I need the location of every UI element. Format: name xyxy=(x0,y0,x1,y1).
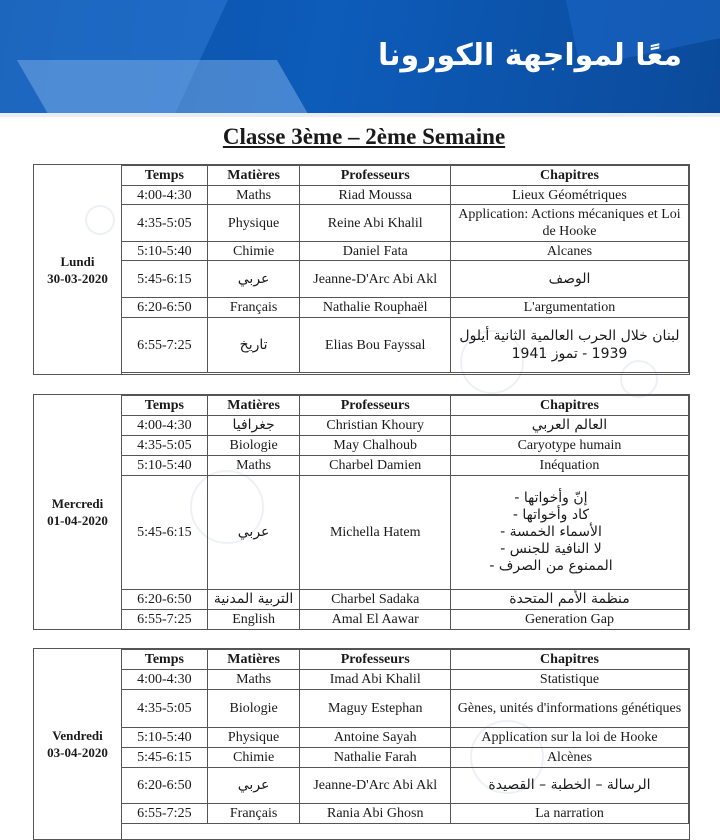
cell-prof: Elias Bou Fayssal xyxy=(300,318,450,373)
cell-chapitre: Gènes, unités d'informations génétiques xyxy=(450,690,688,728)
cell-prof: Antoine Sayah xyxy=(300,728,450,748)
cell-chapitre: منظمة الأمم المتحدة xyxy=(450,590,688,610)
day-block-lundi xyxy=(33,164,690,375)
list-item: إنّ وأخواتها - xyxy=(514,490,588,506)
cell-chapitre: L'argumentation xyxy=(450,298,688,318)
list-item: الممنوع من الصرف - xyxy=(489,558,613,574)
cell-prof: Nathalie Farah xyxy=(300,748,450,768)
header-temps: Temps xyxy=(122,166,208,186)
cell-matiere: Chimie xyxy=(207,242,300,261)
table-row xyxy=(122,416,689,436)
cell-prof: Imad Abi Khalil xyxy=(300,670,450,690)
cell-temps: 4:00-4:30 xyxy=(122,416,208,436)
table-row xyxy=(122,456,689,476)
cell-chapitre: الوصف xyxy=(450,261,688,298)
cell-chapitre: Alcanes xyxy=(450,242,688,261)
cell-matiere: Chimie xyxy=(207,748,300,768)
table-row xyxy=(122,610,689,630)
cell-temps: 5:10-5:40 xyxy=(122,728,208,748)
cell-temps: 6:20-6:50 xyxy=(122,298,208,318)
table-row xyxy=(122,690,689,728)
cell-temps: 4:35-5:05 xyxy=(122,436,208,456)
cell-temps: 4:35-5:05 xyxy=(122,205,208,242)
cell-matiere: Maths xyxy=(207,670,300,690)
cell-temps: 6:20-6:50 xyxy=(122,590,208,610)
cell-prof: Nathalie Rouphaël xyxy=(300,298,450,318)
header-matieres: Matières xyxy=(207,166,300,186)
day-block-vendredi xyxy=(33,648,690,840)
cell-chapitre: Inéquation xyxy=(450,456,688,476)
header-professeurs: Professeurs xyxy=(300,166,450,186)
cell-prof: Michella Hatem xyxy=(300,476,450,590)
cell-prof: May Chalhoub xyxy=(300,436,450,456)
cell-chapitre: Generation Gap xyxy=(450,610,688,630)
header-chapitres: Chapitres xyxy=(450,396,688,416)
day-name: Vendredi xyxy=(52,728,103,743)
cell-prof: Charbel Damien xyxy=(300,456,450,476)
cell-matiere: English xyxy=(207,610,300,630)
cell-prof: Christian Khoury xyxy=(300,416,450,436)
cell-matiere: عربي xyxy=(207,476,300,590)
cell-chapitre: العالم العربي xyxy=(450,416,688,436)
header-chapitres: Chapitres xyxy=(450,650,688,670)
table-row xyxy=(122,590,689,610)
list-item: كاد وأخواتها - xyxy=(512,507,590,523)
table-row xyxy=(122,261,689,298)
table-header-row xyxy=(122,166,689,186)
table-row xyxy=(122,298,689,318)
cell-temps: 5:45-6:15 xyxy=(122,748,208,768)
cell-matiere: Physique xyxy=(207,205,300,242)
cell-temps: 4:35-5:05 xyxy=(122,690,208,728)
cell-matiere: عربي xyxy=(207,261,300,298)
cell-temps: 6:20-6:50 xyxy=(122,768,208,804)
cell-prof: Maguy Estephan xyxy=(300,690,450,728)
cell-temps: 6:55-7:25 xyxy=(122,804,208,824)
cell-temps: 4:00-4:30 xyxy=(122,186,208,205)
cell-chapitre: La narration xyxy=(450,804,688,824)
cell-matiere: عربي xyxy=(207,768,300,804)
table-row xyxy=(122,318,689,373)
day-label xyxy=(34,165,122,374)
cell-prof: Daniel Fata xyxy=(300,242,450,261)
header-chapitres: Chapitres xyxy=(450,166,688,186)
table-row xyxy=(122,768,689,804)
header-professeurs: Professeurs xyxy=(300,650,450,670)
cell-temps: 5:10-5:40 xyxy=(122,242,208,261)
banner-decoration xyxy=(17,60,323,117)
schedule-table xyxy=(121,649,689,824)
header-temps: Temps xyxy=(122,650,208,670)
header-temps: Temps xyxy=(122,396,208,416)
cell-chapitre: Statistique xyxy=(450,670,688,690)
schedule-table xyxy=(121,165,689,373)
table-row xyxy=(122,804,689,824)
table-row xyxy=(122,728,689,748)
table-header-row xyxy=(122,650,689,670)
cell-prof: Riad Moussa xyxy=(300,186,450,205)
cell-temps: 5:45-6:15 xyxy=(122,476,208,590)
cell-temps: 6:55-7:25 xyxy=(122,318,208,373)
day-label xyxy=(34,649,122,839)
cell-matiere: Maths xyxy=(207,186,300,205)
cell-temps: 5:45-6:15 xyxy=(122,261,208,298)
cell-matiere: Maths xyxy=(207,456,300,476)
cell-prof: Amal El Aawar xyxy=(300,610,450,630)
cell-chapitre: الرسالة – الخطبة – القصيدة xyxy=(450,768,688,804)
cell-matiere: Français xyxy=(207,804,300,824)
day-date: 01-04-2020 xyxy=(47,513,108,528)
cell-chapitre: Alcènes xyxy=(450,748,688,768)
cell-chapitre: Application sur la loi de Hooke xyxy=(450,728,688,748)
table-row xyxy=(122,242,689,261)
table-row xyxy=(122,205,689,242)
day-name: Lundi xyxy=(60,253,95,269)
table-row xyxy=(122,748,689,768)
cell-prof: Jeanne-D'Arc Abi Akl xyxy=(300,768,450,804)
cell-chapitre: لبنان خلال الحرب العالمية الثانية أيلول 1939 - تموز 1941 xyxy=(450,318,688,373)
schedule-table xyxy=(121,395,689,630)
cell-matiere: Biologie xyxy=(207,690,300,728)
cell-prof: Reine Abi Khalil xyxy=(300,205,450,242)
table-row xyxy=(122,436,689,456)
cell-chapitre: Lieux Géométriques xyxy=(450,186,688,205)
cell-temps: 4:00-4:30 xyxy=(122,670,208,690)
banner-title: معًا لمواجهة الكورونا xyxy=(378,38,682,73)
cell-matiere: Physique xyxy=(207,728,300,748)
cell-matiere: تاريخ xyxy=(207,318,300,373)
header-matieres: Matières xyxy=(207,650,300,670)
header-banner xyxy=(0,0,720,117)
cell-temps: 5:10-5:40 xyxy=(122,456,208,476)
list-item: لا النافية للجنس - xyxy=(500,541,602,557)
table-row xyxy=(122,670,689,690)
header-matieres: Matières xyxy=(207,396,300,416)
day-date: 30-03-2020 xyxy=(47,270,108,286)
cell-prof: Jeanne-D'Arc Abi Akl xyxy=(300,261,450,298)
cell-prof: Rania Abi Ghosn xyxy=(300,804,450,824)
page-title: Classe 3ème – 2ème Semaine xyxy=(222,124,506,149)
day-block-mercredi xyxy=(33,394,690,630)
banner-divider xyxy=(0,113,720,117)
list-item: الأسماء الخمسة - xyxy=(500,524,602,540)
cell-chapitre-list xyxy=(450,476,688,590)
cell-matiere: Français xyxy=(207,298,300,318)
cell-chapitre: Caryotype humain xyxy=(450,436,688,456)
cell-matiere: Biologie xyxy=(207,436,300,456)
cell-temps: 6:55-7:25 xyxy=(122,610,208,630)
day-date: 03-04-2020 xyxy=(47,745,108,760)
cell-matiere: التربية المدنية xyxy=(207,590,300,610)
header-professeurs: Professeurs xyxy=(300,396,450,416)
cell-prof: Charbel Sadaka xyxy=(300,590,450,610)
day-label xyxy=(34,395,122,629)
day-name: Mercredi xyxy=(51,496,104,511)
table-header-row xyxy=(122,396,689,416)
table-row xyxy=(122,186,689,205)
cell-chapitre: Application: Actions mécaniques et Loi de Hooke xyxy=(450,205,688,242)
table-row xyxy=(122,476,689,590)
cell-matiere: جغرافيا xyxy=(207,416,300,436)
